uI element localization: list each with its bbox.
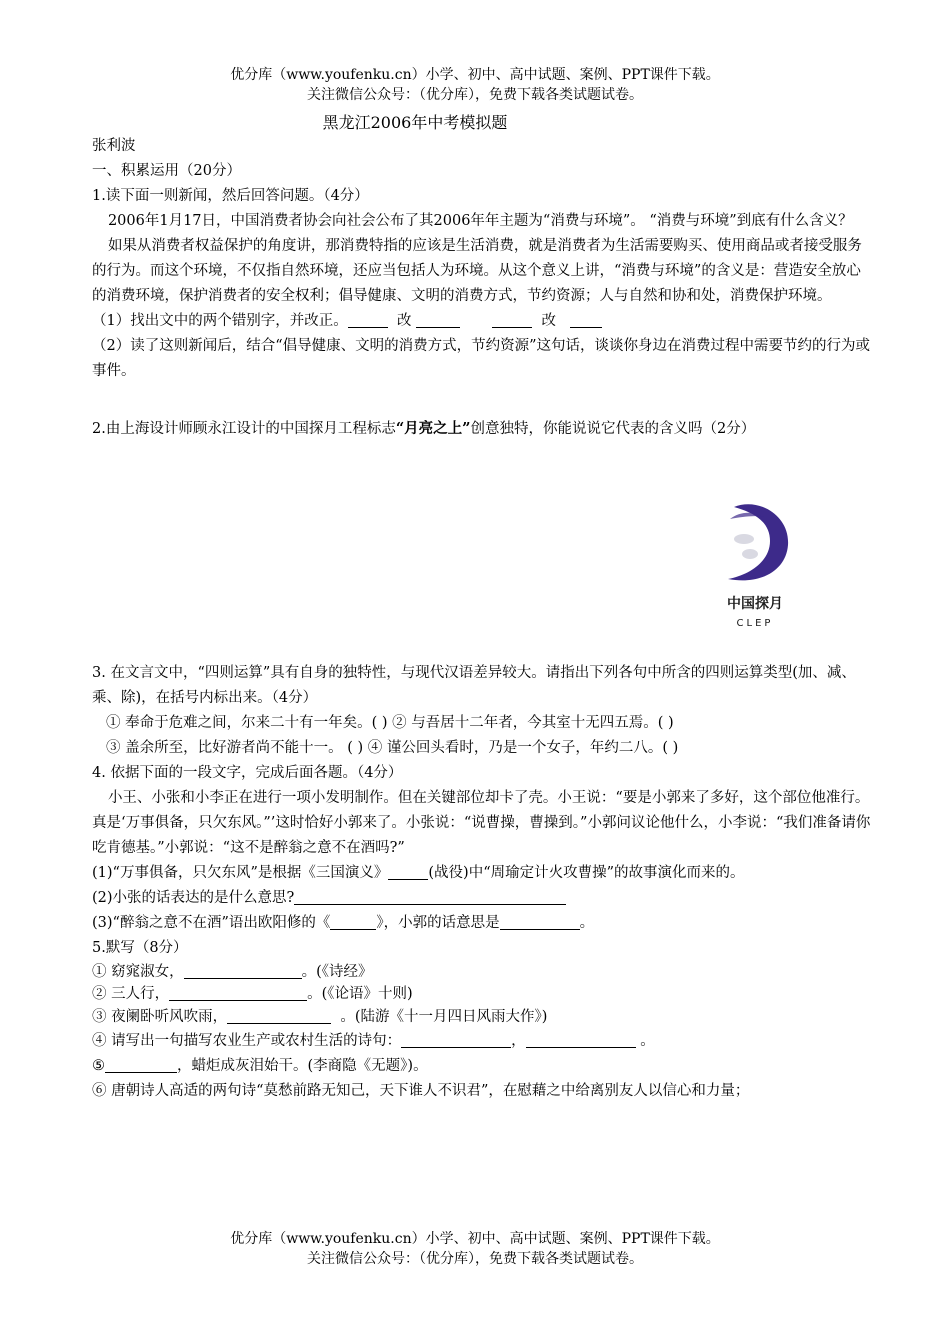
q4-sub3-text-end: 。 bbox=[579, 915, 595, 931]
q3-title: 3. 在文言文中，“四则运算”具有自身的独特性，与现代汉语差异较大。请指出下列各句中所含的四则运算类型(加、减、乘、除)，在括号内标出来。（4分） bbox=[92, 665, 856, 706]
q4-sub1-text-end: (战役)中“周瑜定计火攻曹操”的故事演化而来的。 bbox=[428, 865, 745, 881]
q4-title: 4. 依据下面的一段文字，完成后面各题。（4分） bbox=[92, 765, 403, 781]
q5-line-3 bbox=[92, 1005, 872, 1029]
section-heading: 一、积累运用（20分） bbox=[92, 163, 241, 179]
q2-bold-text: “月亮之上” bbox=[395, 420, 471, 437]
q3-line-1: ① 奉命于危难之间，尔来二十有一年矣。( ) ② 与吾居十二年者，今其室十无四五焉。( ) bbox=[106, 715, 674, 731]
q1-sub2: （2）读了这则新闻后，结合“倡导健康、文明的消费方式，节约资源”这句话，谈谈你身边在消费过程中需要节约的行为或事件。 bbox=[92, 338, 871, 379]
gai-label: 改 bbox=[396, 313, 412, 329]
answer-blank[interactable] bbox=[184, 962, 302, 979]
header-line-2: 关注微信公众号：（优分库），免费下载各类试题试卷。 bbox=[307, 87, 643, 103]
answer-blank[interactable] bbox=[105, 1056, 177, 1073]
q5-line-4-end: 。 bbox=[640, 1033, 655, 1049]
gai-label: 改 bbox=[541, 313, 557, 329]
q5-line-5-source: ，蜡炬成灰泪始干。(李商隐《无题》)。 bbox=[177, 1058, 428, 1074]
q5-line-4 bbox=[92, 1029, 872, 1054]
q2-text-end: 创意独特，你能说说它代表的含义吗（2分） bbox=[470, 421, 756, 437]
q4-sub3-text: (3)“醉翁之意不在酒”语出欧阳修的《 bbox=[92, 915, 331, 931]
clep-logo bbox=[710, 499, 800, 629]
q4-sub1-text: (1)“万事俱备，只欠东风”是根据《三国演义》 bbox=[92, 865, 389, 881]
answer-blank[interactable] bbox=[492, 311, 532, 328]
q5-line-2 bbox=[92, 983, 872, 1005]
answer-blank[interactable] bbox=[416, 311, 460, 328]
q4-sub1 bbox=[92, 861, 872, 886]
q2-question bbox=[92, 409, 872, 449]
answer-blank[interactable] bbox=[169, 984, 307, 1001]
answer-blank[interactable] bbox=[570, 311, 602, 328]
q5-line-5 bbox=[92, 1054, 872, 1079]
answer-blank[interactable] bbox=[500, 913, 580, 930]
q5-line-3-text: ③ 夜阑卧听风吹雨， bbox=[92, 1009, 228, 1025]
q3-line-2: ③ 盖余所至，比好游者尚不能十一。 ( ) ④ 谨公回头看时，乃是一个女子，年约二八。( ) bbox=[106, 740, 679, 756]
answer-blank[interactable] bbox=[348, 311, 388, 328]
q4-sub2-text: (2)小张的话表达的是什么意思? bbox=[92, 890, 295, 906]
spacer bbox=[92, 384, 872, 409]
header-line-1: 优分库（www.youfenku.cn）小学、初中、高中试题、案例、PPT课件下载。 bbox=[230, 67, 720, 83]
q5-line-2-source: 。(《论语》十则) bbox=[307, 986, 413, 1002]
logo-chinese-text: 中国探月 bbox=[727, 596, 783, 612]
q1-paragraph-2: 如果从消费者权益保护的角度讲，那消费特指的应该是生活消费，就是消费者为生活需要购买、使用商品或者接受服务的行为。而这个环境，不仅指自然环境，还应当包括人为环境。从这个意义上讲，“消费与环境”的含义是：营造安全放心的消费环境，保护消费者的安全权利；倡导健康、文明的消费方式，节约资源；人与自然和协和处，消费保护环境。 bbox=[92, 238, 862, 304]
q1-sub1-text: （1）找出文中的两个错别字，并改正。 bbox=[92, 313, 348, 329]
q1-title: 1.读下面一则新闻，然后回答问题。（4分） bbox=[92, 188, 369, 204]
q4-paragraph: 小王、小张和小李正在进行一项小发明制作。但在关键部位却卡了壳。小王说：“要是小郭来了多好，这个部位他准行。真是‘万事俱备，只欠东风。”’这时恰好小郭来了。小张说：“说曹操，曹操到。”小郭问议论他什么，小李说：“我们准备请你吃肯德基。”小郭说：“这不是醉翁之意不在酒吗?” bbox=[92, 790, 871, 856]
q4-sub3-text-mid: 》，小郭的话意思是 bbox=[376, 915, 500, 931]
q5-line-5-text: ⑤ bbox=[92, 1058, 105, 1074]
q5-line-6: ⑥ 唐朝诗人高适的两句诗“莫愁前路无知己，天下谁人不识君”，在慰藉之中给离别友人以信心和力量； bbox=[92, 1083, 750, 1099]
q5-line-1 bbox=[92, 961, 872, 983]
q5-line-2-text: ② 三人行， bbox=[92, 986, 170, 1002]
answer-blank[interactable] bbox=[330, 913, 376, 930]
q2-text: 2.由上海设计师顾永江设计的中国探月工程标志 bbox=[92, 421, 396, 437]
footer-line-1: 优分库（www.youfenku.cn）小学、初中、高中试题、案例、PPT课件下载。 bbox=[230, 1231, 720, 1247]
footer-line-2: 关注微信公众号：（优分库），免费下载各类试题试卷。 bbox=[307, 1251, 643, 1267]
answer-area bbox=[92, 449, 872, 661]
page-title: 黑龙江2006年中考模拟题 bbox=[322, 113, 508, 132]
answer-blank[interactable] bbox=[401, 1031, 511, 1048]
q5-line-1-text: ① 窈窕淑女， bbox=[92, 964, 184, 980]
document-body bbox=[92, 134, 872, 1104]
q4-sub2 bbox=[92, 886, 872, 911]
moon-logo-icon bbox=[710, 499, 800, 591]
answer-blank[interactable] bbox=[526, 1031, 636, 1048]
logo-english-text: CLEP bbox=[736, 618, 774, 629]
q1-sub1 bbox=[92, 309, 872, 334]
q1-paragraph-1: 2006年1月17日，中国消费者协会向社会公布了其2006年年主题为“消费与环境”。 “消费与环境”到底有什么含义？ bbox=[107, 213, 853, 229]
q5-line-1-source: 。(《诗经》 bbox=[301, 964, 373, 980]
answer-blank[interactable] bbox=[388, 863, 428, 880]
q5-line-4-comma: ， bbox=[511, 1033, 526, 1049]
q5-line-4-text: ④ 请写出一句描写农业生产或农村生活的诗句： bbox=[92, 1033, 402, 1049]
answer-blank[interactable] bbox=[227, 1007, 331, 1024]
author: 张利波 bbox=[92, 138, 136, 154]
answer-blank[interactable] bbox=[294, 888, 566, 905]
q5-title: 5.默写（8分） bbox=[92, 940, 188, 956]
q4-sub3 bbox=[92, 911, 872, 936]
q5-line-3-source: 。(陆游《十一月四日风雨大作》) bbox=[340, 1009, 548, 1025]
